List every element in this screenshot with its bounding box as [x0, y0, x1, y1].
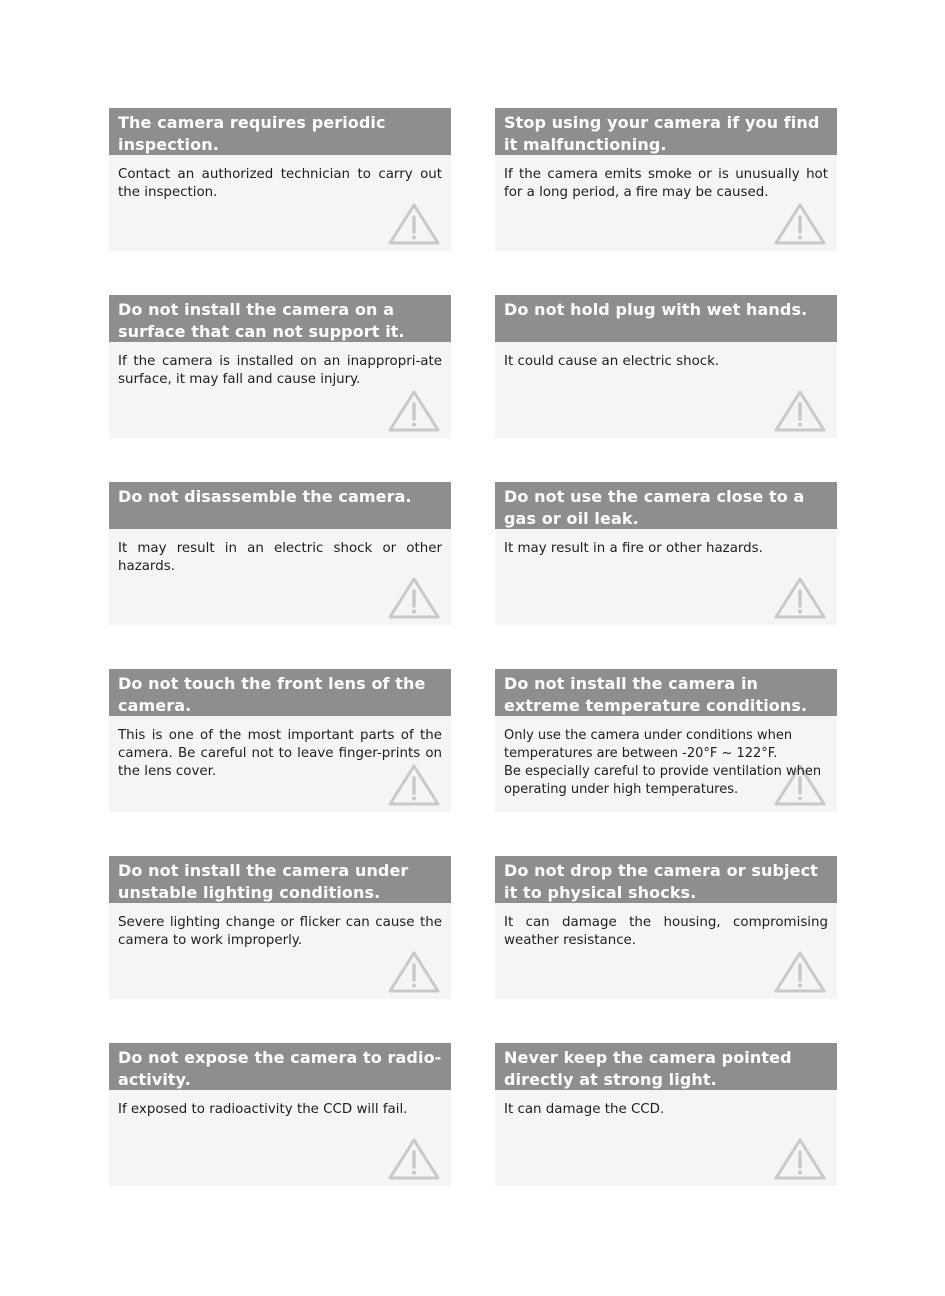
warning-triangle-icon [773, 950, 827, 994]
warning-body: Only use the camera under conditions when temperatures are between -20°F ~ 122°F. Be especially careful to provide ventilation when operating under high temperatures. [504, 728, 822, 797]
warning-title: Do not install the camera under unstable lighting conditions. [109, 856, 451, 903]
warning-body: This is one of the most important parts of the camera. Be careful not to leave finger-prints on the lens cover. [118, 728, 442, 779]
warning-card [495, 1043, 837, 1186]
warning-body: It may result in a fire or other hazards. [504, 541, 763, 556]
warning-title: The camera requires periodic inspection. [109, 108, 451, 155]
warnings-grid [109, 108, 837, 1186]
warning-card [495, 482, 837, 625]
warning-body: It can damage the CCD. [504, 1102, 665, 1117]
warning-body: If the camera is installed on an inappropri-ate surface, it may fall and cause injury. [118, 354, 442, 387]
warning-card [109, 1043, 451, 1186]
warning-card [109, 856, 451, 999]
warning-card [495, 856, 837, 999]
warning-triangle-icon [387, 1137, 441, 1181]
warning-body: If exposed to radioactivity the CCD will fail. [118, 1102, 408, 1117]
warning-body: Severe lighting change or flicker can cause the camera to work improperly. [118, 915, 442, 948]
warning-body: It could cause an electric shock. [504, 354, 720, 369]
warning-title: Do not expose the camera to radio-activity. [109, 1043, 451, 1090]
warning-card [109, 669, 451, 812]
warning-triangle-icon [773, 1137, 827, 1181]
warning-title: Stop using your camera if you find it malfunctioning. [495, 108, 837, 155]
warning-triangle-icon [387, 576, 441, 620]
warning-card [109, 108, 451, 251]
warning-title: Do not install the camera on a surface that can not support it. [109, 295, 451, 342]
warning-body: Contact an authorized technician to carry out the inspection. [118, 167, 442, 200]
warning-title: Do not use the camera close to a gas or oil leak. [495, 482, 837, 529]
warning-card [109, 295, 451, 438]
warning-triangle-icon [387, 950, 441, 994]
warning-title: Do not disassemble the camera. [109, 482, 451, 529]
warning-title: Do not touch the front lens of the camera. [109, 669, 451, 716]
warning-card [109, 482, 451, 625]
warning-body: If the camera emits smoke or is unusually hot for a long period, a fire may be caused. [504, 167, 828, 200]
warning-triangle-icon [773, 202, 827, 246]
warning-triangle-icon [387, 202, 441, 246]
warning-triangle-icon [387, 389, 441, 433]
warning-card [495, 669, 837, 812]
warning-title: Never keep the camera pointed directly at strong light. [495, 1043, 837, 1090]
warning-title: Do not drop the camera or subject it to physical shocks. [495, 856, 837, 903]
warning-triangle-icon [773, 576, 827, 620]
warning-body: It can damage the housing, compromising weather resistance. [504, 915, 828, 948]
warning-card [495, 295, 837, 438]
warning-title: Do not install the camera in extreme temperature conditions. [495, 669, 837, 716]
warning-triangle-icon [773, 389, 827, 433]
warning-title: Do not hold plug with wet hands. [495, 295, 837, 342]
warning-body: It may result in an electric shock or other hazards. [118, 541, 442, 574]
warning-card [495, 108, 837, 251]
